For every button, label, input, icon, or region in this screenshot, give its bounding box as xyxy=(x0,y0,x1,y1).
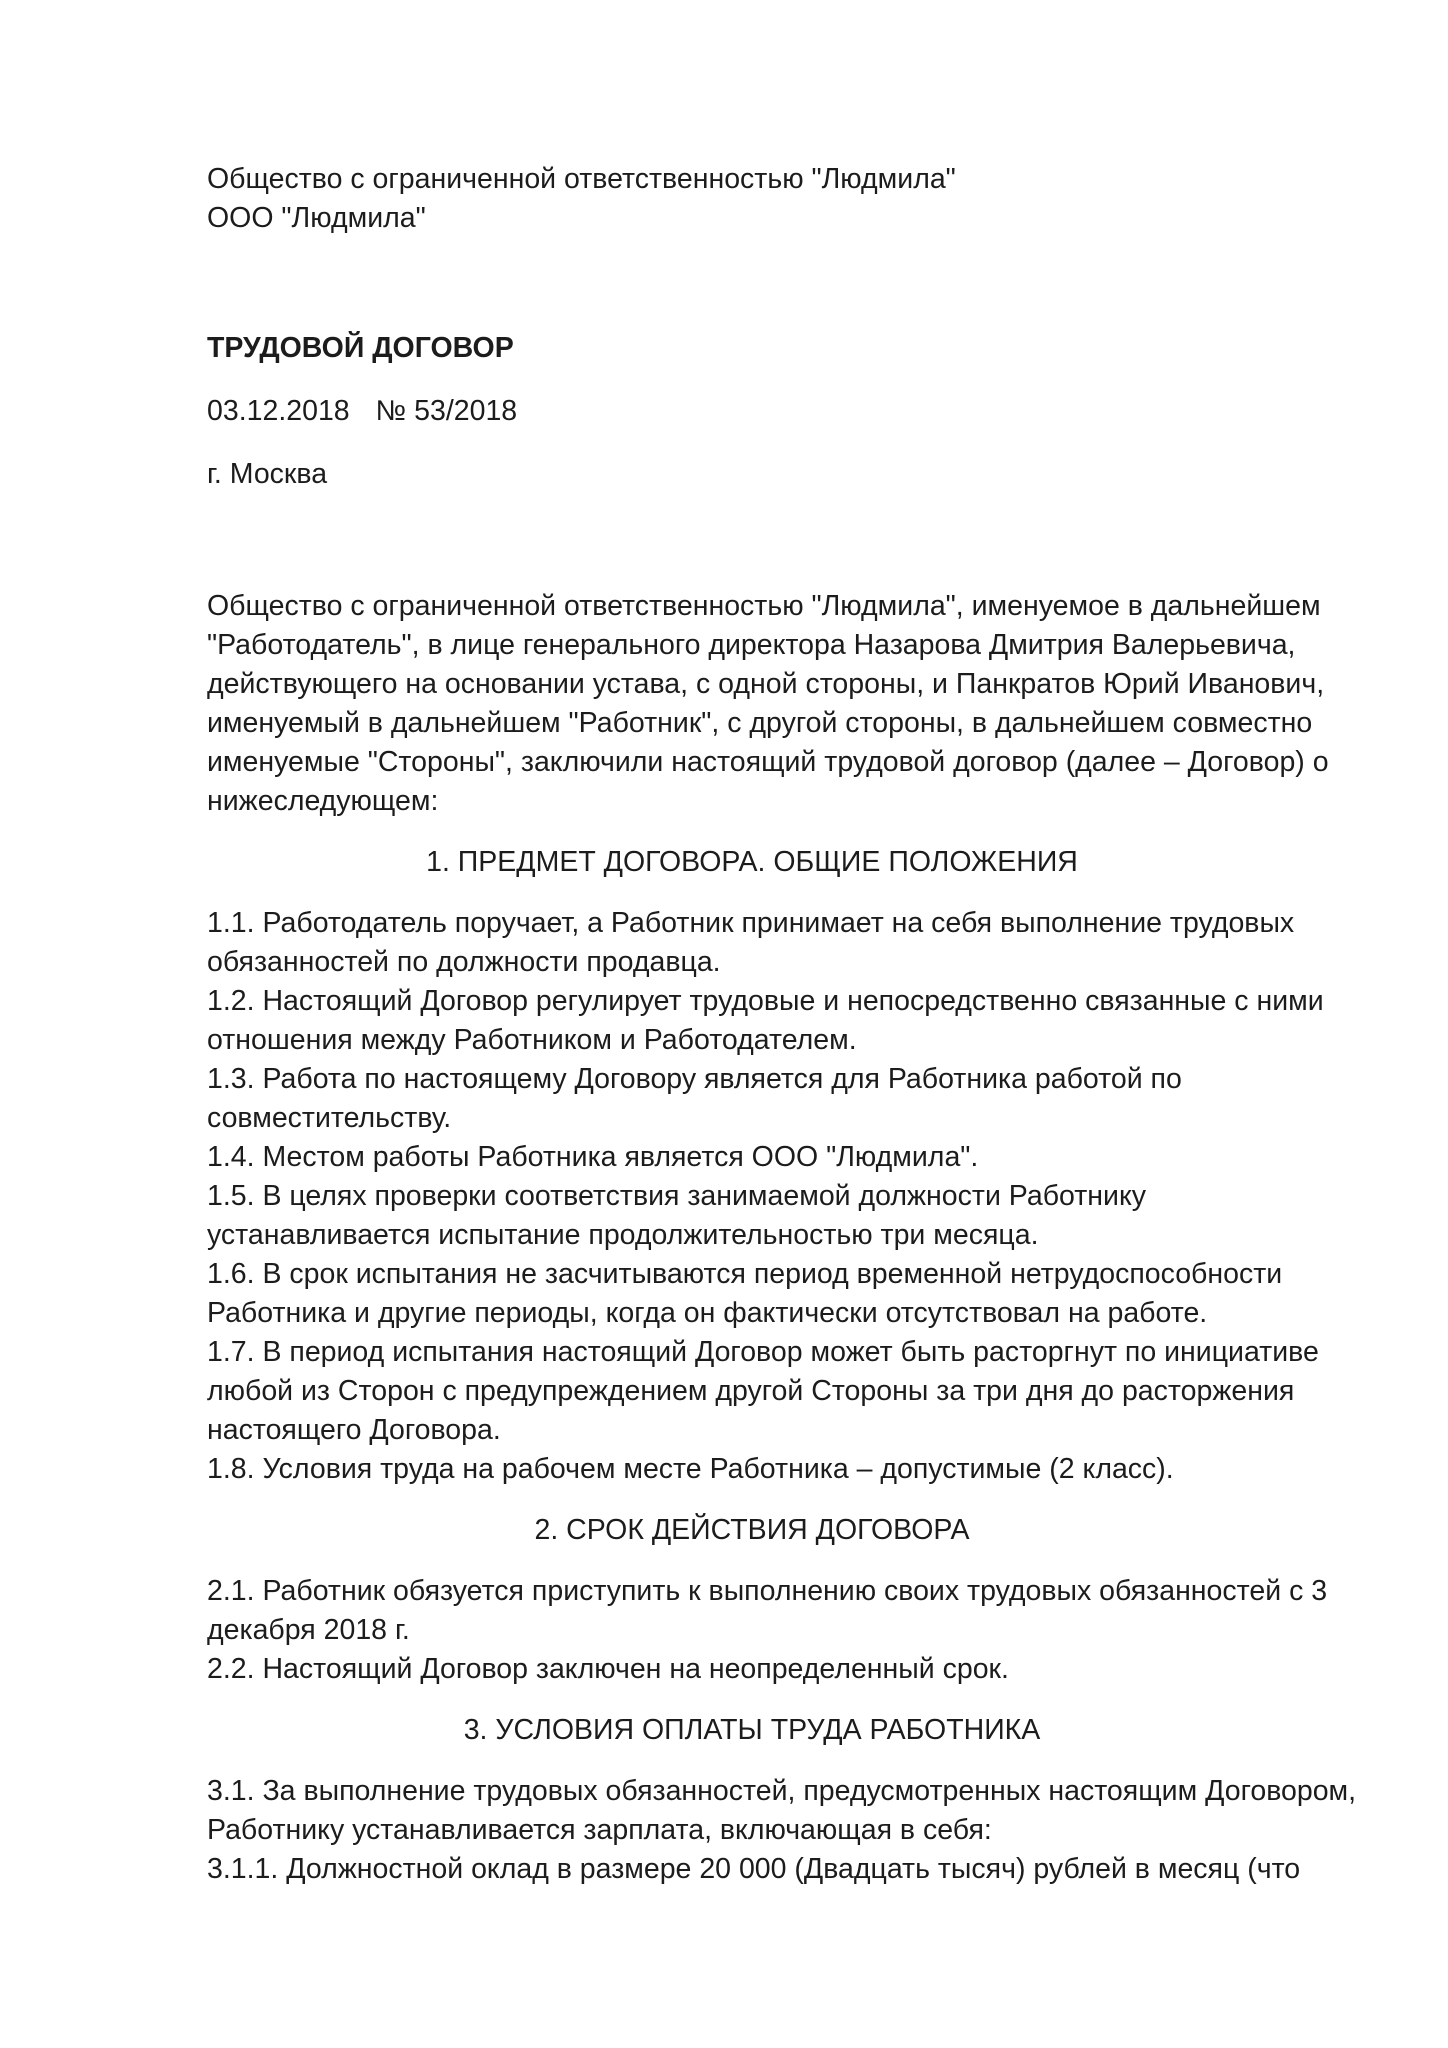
clause: 3.1. За выполнение трудовых обязанностей, предусмотренных настоящим Договором, Работнику устанавливается зарплата, включающая в себя: xyxy=(207,1775,1357,1846)
document-number: № 53/2018 xyxy=(375,395,518,427)
section-clauses xyxy=(207,1572,1357,1689)
section-clauses xyxy=(207,904,1357,1489)
clause: 3.1.1. Должностной оклад в размере 20 000 (Двадцать тысяч) рублей в месяц (что xyxy=(207,1853,1301,1885)
section-heading: 1. ПРЕДМЕТ ДОГОВОРА. ОБЩИЕ ПОЛОЖЕНИЯ xyxy=(426,846,1078,878)
document-date: 03.12.2018 xyxy=(207,395,350,427)
document-city: г. Москва xyxy=(207,458,328,490)
clause: 2.2. Настоящий Договор заключен на неопределенный срок. xyxy=(207,1653,1009,1685)
organization-short-name: ООО "Людмила" xyxy=(207,202,426,234)
document-title: ТРУДОВОЙ ДОГОВОР xyxy=(207,332,514,364)
organization-header xyxy=(207,160,1357,238)
clause: 1.4. Местом работы Работника является ООО "Людмила". xyxy=(207,1141,979,1173)
section-clauses xyxy=(207,1772,1357,1889)
clause: 1.5. В целях проверки соответствия занимаемой должности Работнику устанавливается испытание продолжительностью три месяца. xyxy=(207,1180,1146,1251)
clause: 1.2. Настоящий Договор регулирует трудовые и непосредственно связанные с ними отношения между Работником и Работодателем. xyxy=(207,985,1324,1056)
clause: 1.7. В период испытания настоящий Договор может быть расторгнут по инициативе любой из Сторон с предупреждением другой Стороны за три дня до расторжения настоящего Договора. xyxy=(207,1336,1319,1446)
clause: 2.1. Работник обязуется приступить к выполнению своих трудовых обязанностей с 3 декабря 2018 г. xyxy=(207,1575,1328,1646)
preamble-paragraph: Общество с ограниченной ответственностью "Людмила", именуемое в дальнейшем "Работодатель", в лице генерального директора Назарова Дмитрия Валерьевича, действующего на основании устава, с одной стороны, и Панкратов Юрий Иванович, именуемый в дальнейшем "Работник", с другой стороны, в дальнейшем совместно именуемые "Стороны", заключили настоящий трудовой договор (далее – Договор) о нижеследующем: xyxy=(207,590,1329,817)
section-heading: 3. УСЛОВИЯ ОПЛАТЫ ТРУДА РАБОТНИКА xyxy=(463,1714,1041,1746)
clause: 1.1. Работодатель поручает, а Работник принимает на себя выполнение трудовых обязанностей по должности продавца. xyxy=(207,907,1295,978)
document-date-number xyxy=(207,392,1357,431)
clause: 1.6. В срок испытания не засчитываются период временной нетрудоспособности Работника и другие периоды, когда он фактически отсутствовал на работе. xyxy=(207,1258,1283,1329)
organization-full-name: Общество с ограниченной ответственностью "Людмила" xyxy=(207,163,956,195)
document-page xyxy=(207,160,1357,1889)
clause: 1.8. Условия труда на рабочем месте Работника – допустимые (2 класс). xyxy=(207,1453,1174,1485)
clause: 1.3. Работа по настоящему Договору является для Работника работой по совместительству. xyxy=(207,1063,1182,1134)
section-heading: 2. СРОК ДЕЙСТВИЯ ДОГОВОРА xyxy=(534,1514,970,1546)
